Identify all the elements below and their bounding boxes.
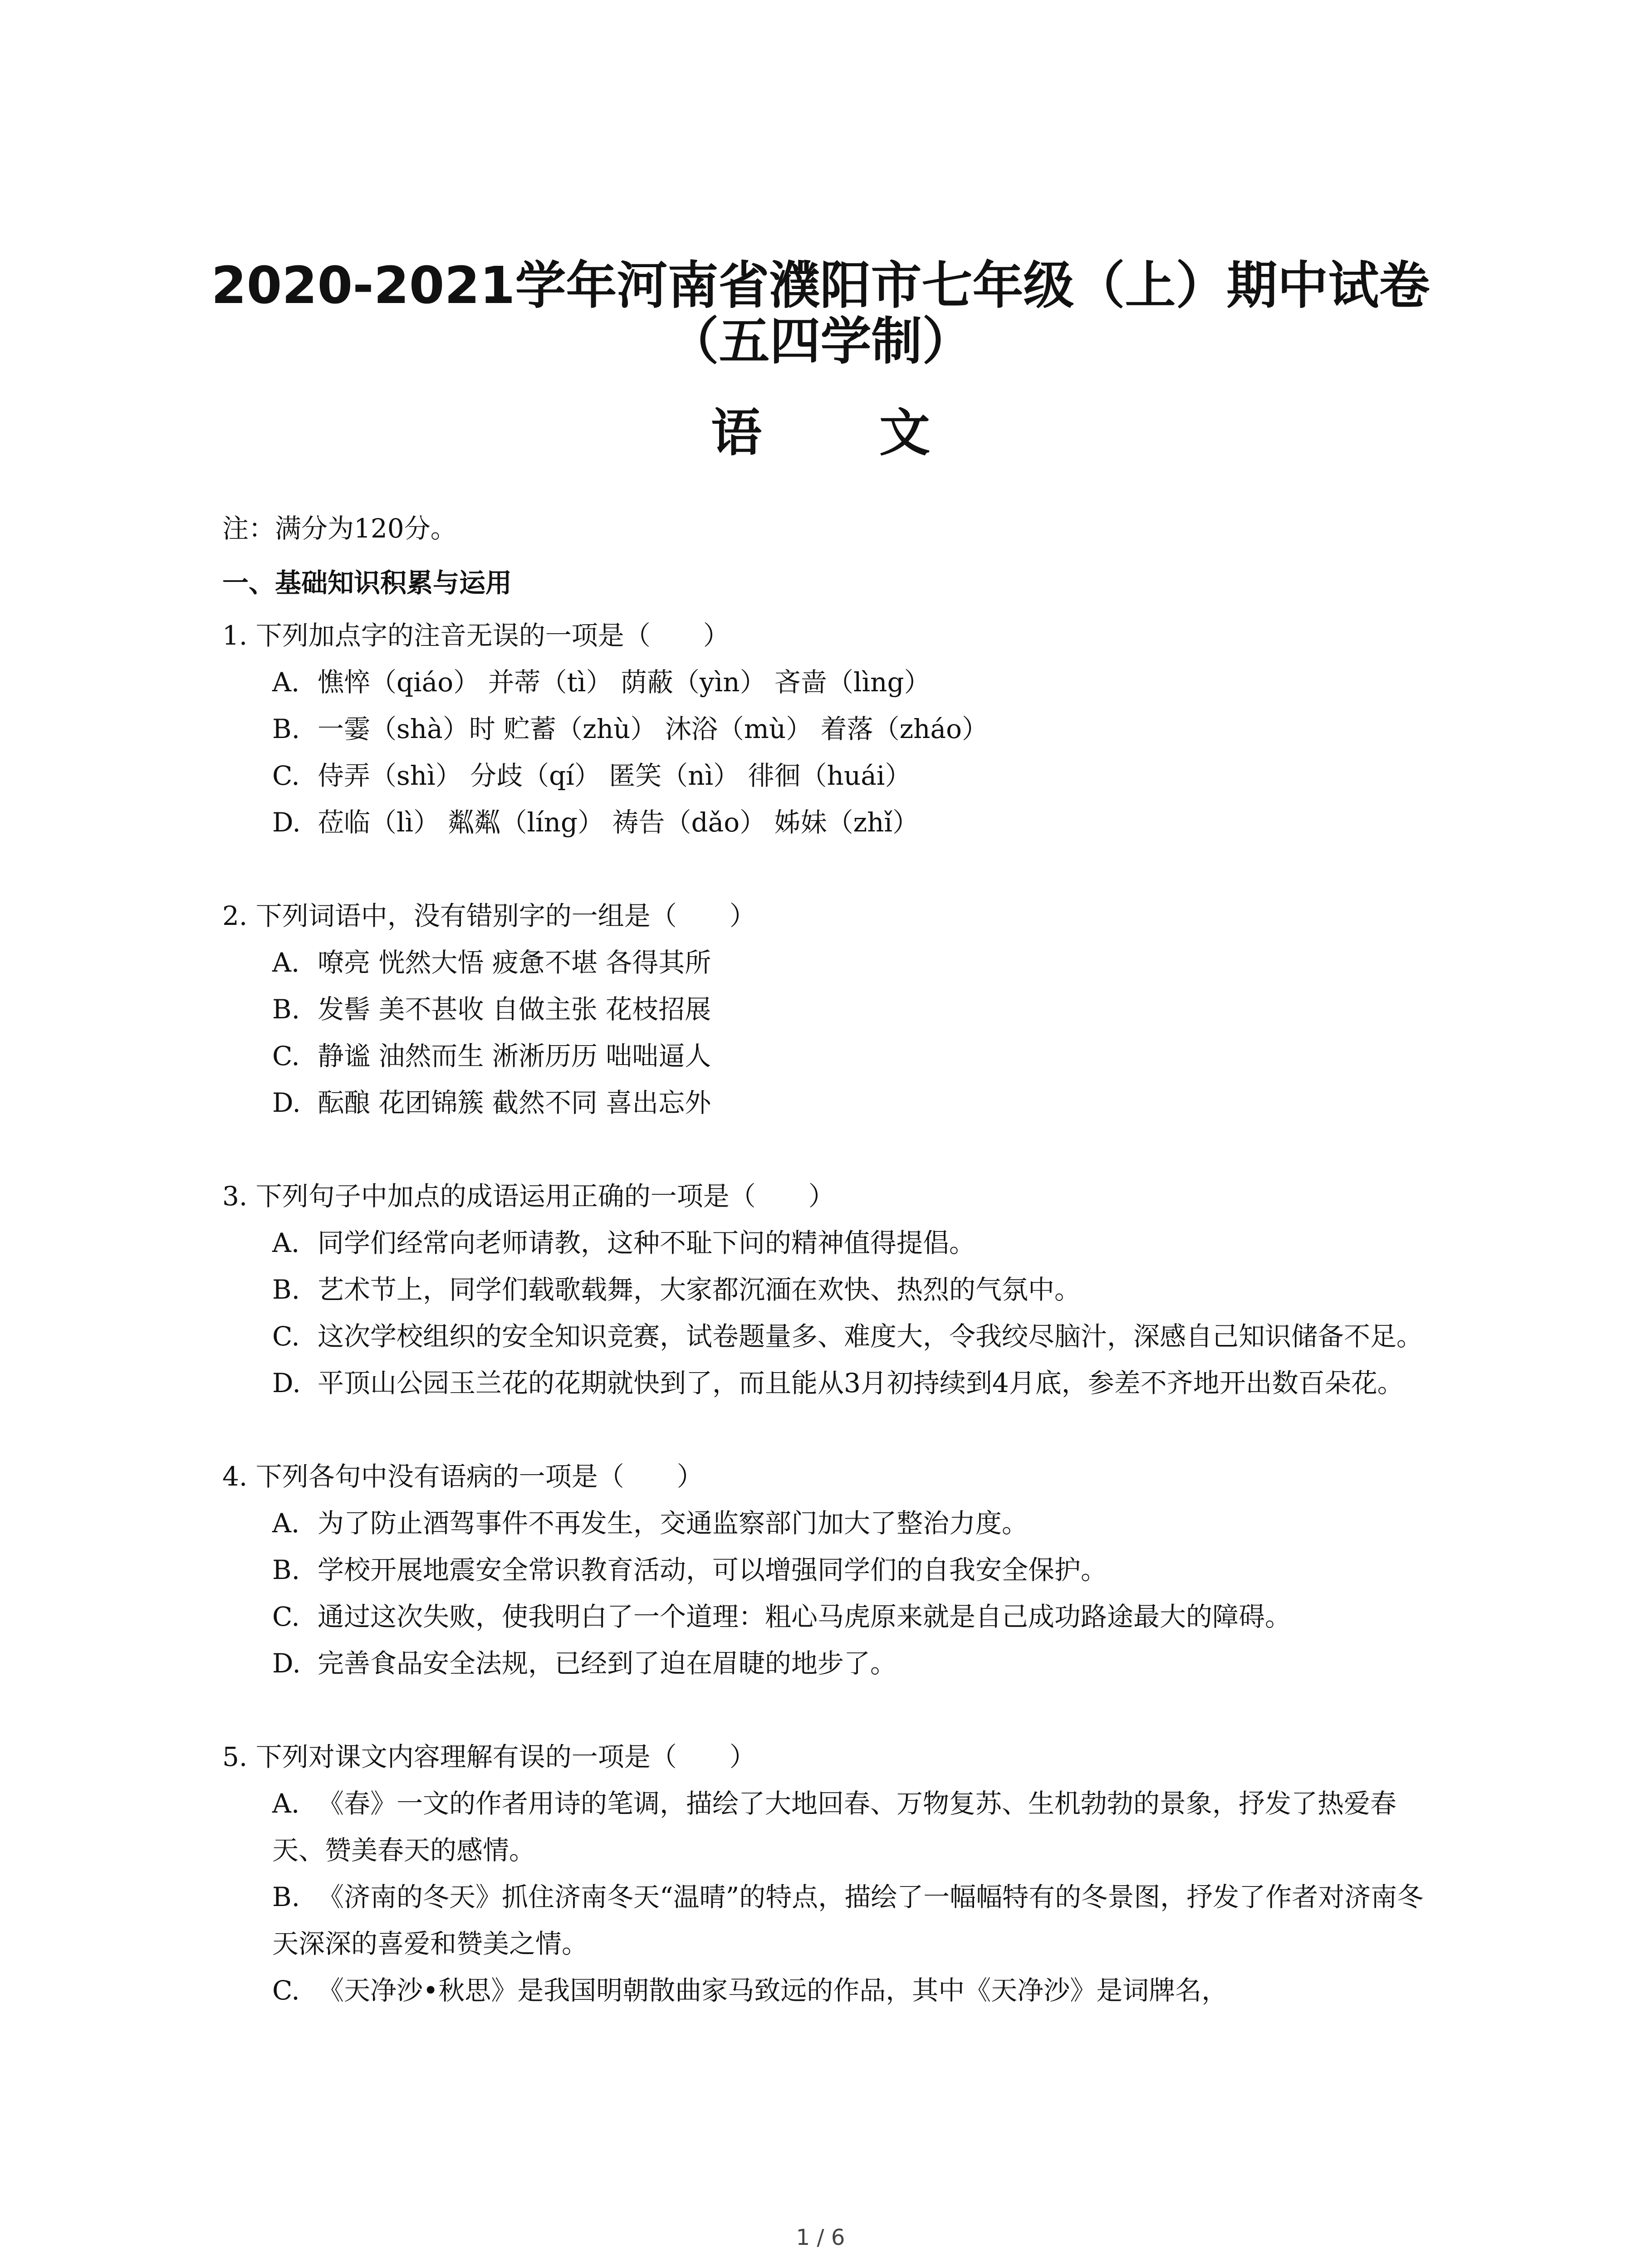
option-text: 憔悴（qiáo） 并蒂（tì） 荫蔽（yìn） 吝啬（lìng） — [318, 667, 931, 698]
option-a — [222, 939, 1429, 986]
option-d — [222, 1360, 1429, 1407]
option-b — [222, 1547, 1429, 1593]
option-label: C. — [272, 760, 300, 791]
question-stem: 4. 下列各句中没有语病的一项是（ ） — [222, 1461, 703, 1492]
option-c — [222, 1033, 1429, 1080]
option-label: D. — [272, 1648, 301, 1679]
option-c — [222, 1593, 1429, 1640]
page-number: 1 / 6 — [796, 2225, 845, 2250]
section-title: 一、基础知识积累与运用 — [222, 567, 512, 598]
option-label: C. — [272, 1601, 300, 1632]
option-d — [222, 1640, 1429, 1687]
option-label: A. — [272, 1788, 300, 1819]
option-text: 莅临（lì） 粼粼（líng） 祷告（dǎo） 姊妹（zhǐ） — [318, 807, 919, 838]
option-text: 发髻 美不甚收 自做主张 花枝招展 — [318, 994, 711, 1025]
option-text: 艺术节上，同学们载歌载舞，大家都沉湎在欢快、热烈的气氛中。 — [318, 1274, 1081, 1305]
option-text: 酝酿 花团锦簇 截然不同 喜出忘外 — [318, 1087, 711, 1118]
option-a — [222, 1220, 1429, 1266]
option-label: A. — [272, 667, 300, 698]
option-d — [222, 799, 1429, 846]
option-a — [222, 1780, 1429, 1874]
option-text: 静谧 油然而生 淅淅历历 咄咄逼人 — [318, 1041, 711, 1071]
option-label: C. — [272, 1321, 300, 1352]
question-stem: 5. 下列对课文内容理解有误的一项是（ ） — [222, 1741, 756, 1772]
option-text: 学校开展地震安全常识教育活动，可以增强同学们的自我安全保护。 — [318, 1554, 1107, 1585]
question-stem: 1. 下列加点字的注音无误的一项是（ ） — [222, 620, 730, 651]
option-text: 同学们经常向老师请教，这种不耻下问的精神值得提倡。 — [318, 1227, 976, 1258]
option-text: 侍弄（shì） 分歧（qí） 匿笑（nì） 徘徊（huái） — [318, 760, 911, 791]
option-d — [222, 1080, 1429, 1126]
option-label: B. — [272, 714, 300, 744]
option-text: 完善食品安全法规，已经到了迫在眉睫的地步了。 — [318, 1648, 897, 1679]
question-1 — [222, 612, 1429, 846]
option-text: 平顶山公园玉兰花的花期就快到了，而且能从3月初持续到4月底，参差不齐地开出数百朵花。 — [318, 1368, 1404, 1398]
option-text: 通过这次失败，使我明白了一个道理：粗心马虎原来就是自己成功路途最大的障碍。 — [318, 1601, 1292, 1632]
question-3 — [222, 1173, 1429, 1407]
option-label: B. — [272, 994, 300, 1025]
option-text: 一霎（shà）时 贮蓄（zhù） 沐浴（mù） 着落（zháo） — [318, 714, 989, 744]
question-stem: 2. 下列词语中，没有错别字的一组是（ ） — [222, 900, 756, 931]
option-label: A. — [272, 1227, 300, 1258]
option-label: B. — [272, 1274, 300, 1305]
option-text: 嘹亮 恍然大悟 疲惫不堪 各得其所 — [318, 947, 711, 978]
option-c — [222, 1967, 1429, 2014]
option-label: C. — [272, 1975, 300, 2006]
option-text: 《天净沙•秋思》是我国明朝散曲家马致远的作品，其中《天净沙》是词牌名， — [318, 1975, 1228, 2006]
option-label: A. — [272, 1508, 300, 1539]
exam-title-line2: （五四学制） — [668, 312, 973, 371]
option-label: A. — [272, 947, 300, 978]
option-label: C. — [272, 1041, 300, 1071]
score-note: 注：满分为120分。 — [222, 513, 457, 544]
option-text: 《春》一文的作者用诗的笔调，描绘了大地回春、万物复苏、生机勃勃的景象，抒发了热爱春天、赞美春天的感情。 — [272, 1788, 1397, 1866]
exam-subject: 语 文 — [711, 404, 980, 463]
question-stem: 3. 下列句子中加点的成语运用正确的一项是（ ） — [222, 1181, 835, 1212]
option-c — [222, 753, 1429, 799]
question-5 — [222, 1734, 1429, 2014]
exam-title-line1: 2020-2021学年河南省濮阳市七年级（上）期中试卷 — [211, 256, 1430, 315]
option-b — [222, 986, 1429, 1033]
option-a — [222, 1500, 1429, 1547]
option-label: D. — [272, 807, 301, 838]
option-a — [222, 659, 1429, 706]
option-label: B. — [272, 1554, 300, 1585]
question-2 — [222, 893, 1429, 1126]
option-b — [222, 1266, 1429, 1313]
option-label: B. — [272, 1882, 300, 1912]
option-text: 为了防止酒驾事件不再发生，交通监察部门加大了整治力度。 — [318, 1508, 1029, 1539]
option-label: D. — [272, 1368, 301, 1398]
questions-container — [222, 612, 1429, 2061]
option-text: 《济南的冬天》抓住济南冬天“温晴”的特点，描绘了一幅幅特有的冬景图，抒发了作者对济南冬天深深的喜爱和赞美之情。 — [272, 1882, 1424, 1959]
option-b — [222, 1874, 1429, 1967]
option-b — [222, 706, 1429, 753]
option-label: D. — [272, 1087, 301, 1118]
question-4 — [222, 1453, 1429, 1687]
option-text: 这次学校组织的安全知识竞赛，试卷题量多、难度大，令我绞尽脑汁，深感自己知识储备不足。 — [318, 1321, 1423, 1352]
option-c — [222, 1313, 1429, 1360]
